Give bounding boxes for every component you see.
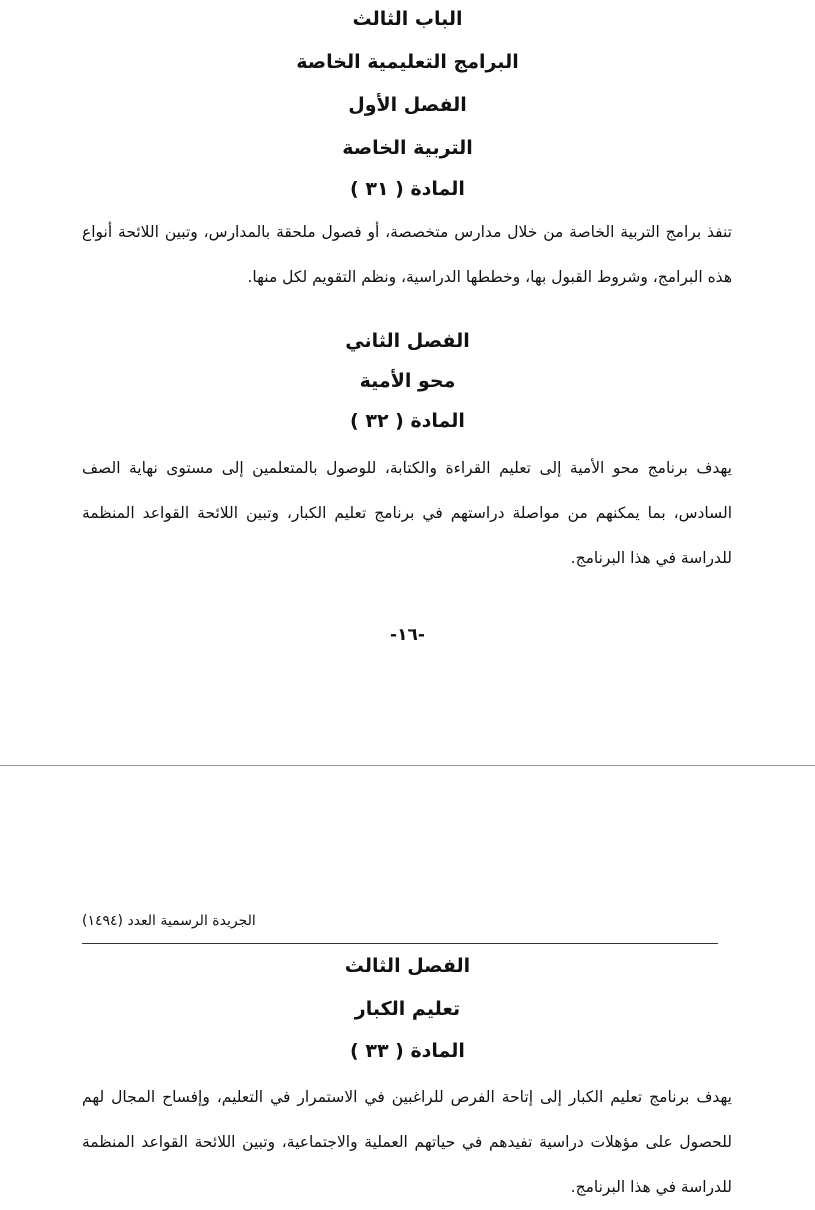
part-subtitle: البرامج التعليمية الخاصة <box>296 51 519 73</box>
part-title: الباب الثالث <box>352 8 463 30</box>
article-31-text: تنفذ برامج التربية الخاصة من خلال مدارس متخصصة، أو فصول ملحقة بالمدارس، وتبين اللائحة أنواع هذه البرامج، وشروط القبول بها، وخططها الدراسية، ونظم التقويم لكل منها. <box>82 223 732 286</box>
article-31-label: المادة ( ٣١ ) <box>350 178 465 200</box>
page-separator <box>0 765 815 766</box>
header-rule <box>82 943 718 944</box>
chapter-2-subtitle: محو الأمية <box>359 370 456 392</box>
article-33-text: يهدف برنامج تعليم الكبار إلى إتاحة الفرص للراغبين في الاستمرار في التعليم، وإفساح المجال لهم للحصول على مؤهلات دراسية تفيدهم في حياتهم العملية والاجتماعية، وتبين اللائحة القواعد المنظمة للدراسة في هذا البرنامج. <box>82 1088 732 1196</box>
article-32-label: المادة ( ٣٢ ) <box>350 410 465 432</box>
chapter-3-title: الفصل الثالث <box>344 955 471 977</box>
gazette-header: الجريدة الرسمية العدد (١٤٩٤) <box>82 913 256 929</box>
article-33-label: المادة ( ٣٣ ) <box>350 1040 465 1062</box>
chapter-3-subtitle: تعليم الكبار <box>354 998 461 1020</box>
chapter-1-title: الفصل الأول <box>348 94 467 116</box>
chapter-1-subtitle: التربية الخاصة <box>342 137 473 159</box>
document-page-17 <box>0 770 815 1200</box>
chapter-2-title: الفصل الثاني <box>345 330 470 352</box>
article-32-text: يهدف برنامج محو الأمية إلى تعليم القراءة والكتابة، للوصول بالمتعلمين إلى مستوى نهاية الصف السادس، بما يمكنهم من مواصلة دراستهم في برنامج تعليم الكبار، وتبين اللائحة القواعد المنظمة للدراسة في هذا البرنامج. <box>82 459 732 567</box>
page-number: -١٦- <box>390 625 425 645</box>
